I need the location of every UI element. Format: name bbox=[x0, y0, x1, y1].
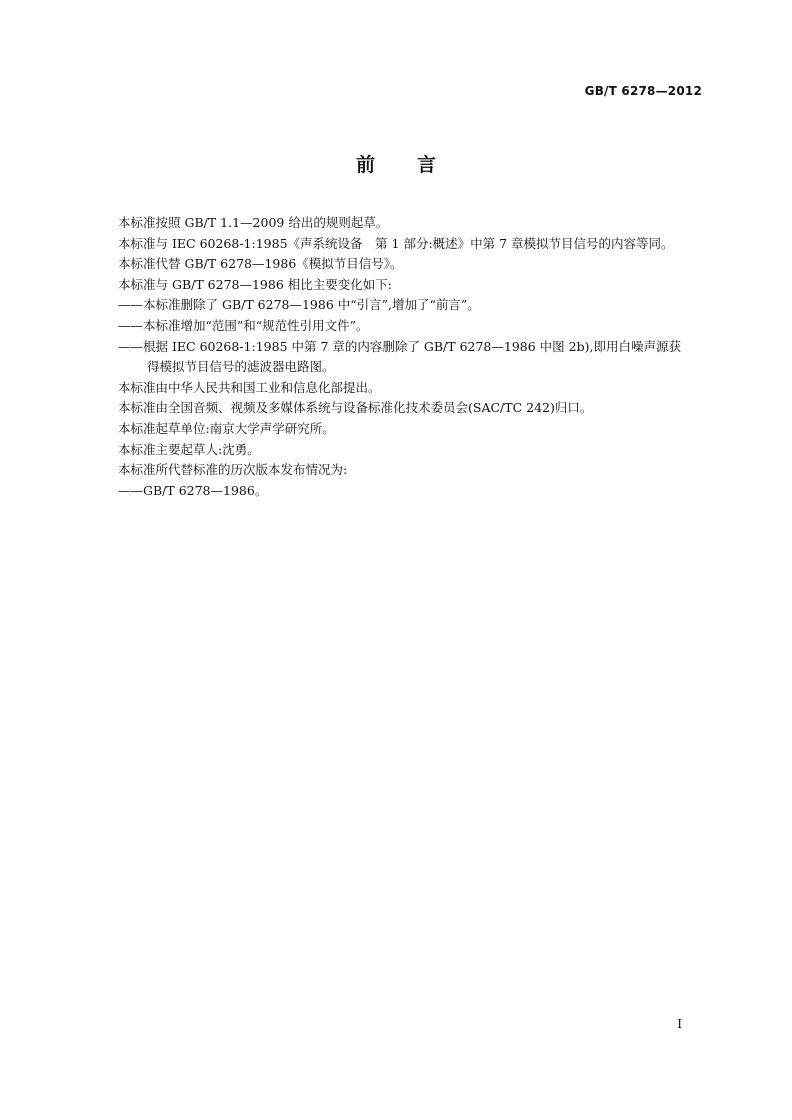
paragraph-equivalence: 本标准与 IEC 60268-1:1985《声系统设备 第 1 部分:概述》中第 7 章模拟节目信号的内容等同。 bbox=[118, 235, 674, 251]
foreword-body bbox=[118, 213, 708, 501]
paragraph-changes-intro: 本标准与 GB/T 6278—1986 相比主要变化如下: bbox=[118, 276, 392, 292]
page-number: I bbox=[677, 1017, 682, 1031]
paragraph-drafting-rules: 本标准按照 GB/T 1.1—2009 给出的规则起草。 bbox=[118, 215, 389, 230]
change-item-figure-continued: 得模拟节目信号的滤波器电路图。 bbox=[147, 359, 335, 375]
paragraph-proposed-by: 本标准由中华人民共和国工业和信息化部提出。 bbox=[118, 379, 381, 395]
paragraph-under-jurisdiction: 本标准由全国音频、视频及多媒体系统与设备标准化技术委员会(SAC/TC 242)归口。 bbox=[118, 400, 593, 416]
standard-code: GB/T 6278—2012 bbox=[584, 84, 702, 98]
paragraph-history-intro: 本标准所代替标准的历次版本发布情况为: bbox=[118, 462, 348, 478]
page-title: 前言 bbox=[355, 154, 478, 176]
history-item: ——GB/T 6278—1986。 bbox=[118, 482, 268, 498]
change-item-introduction: ——本标准删除了 GB/T 6278—1986 中“引言”,增加了“前言”。 bbox=[118, 297, 480, 313]
paragraph-replaces: 本标准代替 GB/T 6278—1986《模拟节目信号》。 bbox=[118, 256, 403, 272]
paragraph-drafting-unit: 本标准起草单位:南京大学声学研究所。 bbox=[118, 420, 335, 436]
change-item-scope: ——本标准增加“范围”和“规范性引用文件”。 bbox=[118, 317, 369, 333]
change-item-figure: ——根据 IEC 60268-1:1985 中第 7 章的内容删除了 GB/T 6278—1986 中图 2b),即用白噪声源获 bbox=[118, 338, 681, 354]
paragraph-drafters: 本标准主要起草人:沈勇。 bbox=[118, 441, 260, 457]
